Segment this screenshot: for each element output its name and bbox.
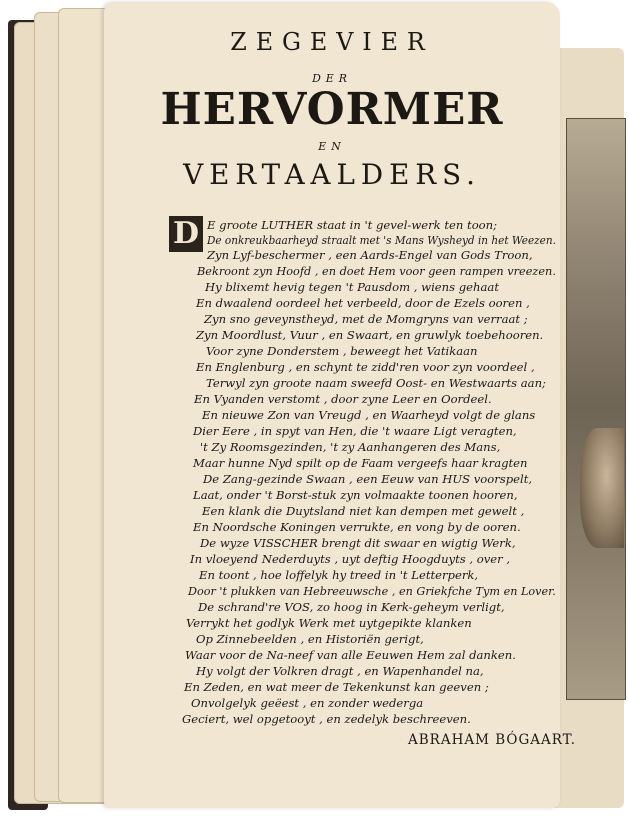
poem-line: Terwyl zyn groote naam sweefd Oost- en Westwaarts aan;: [206, 376, 546, 390]
poem-line: Waar voor de Na-neef van alle Eeuwen Hem zal danken.: [185, 648, 516, 662]
poem-line: Maar hunne Nyd spilt op de Faam vergeefs haar kragten: [193, 456, 528, 470]
poem-line: En dwaalend oordeel het verbeeld, door de Ezels ooren ,: [196, 296, 530, 310]
poem-line: Op Zinnebeelden , en Historiën gerigt,: [196, 632, 424, 646]
poem-line: Dier Eere , in spyt van Hen, die 't waare Ligt veragten,: [193, 424, 517, 438]
poem-line: Zyn Moordlust, Vuur , en Swaart, en gruwlyk toebehooren.: [196, 328, 544, 342]
title-zegevier: ZEGEVIER: [230, 28, 434, 56]
poem-line: De onkreukbaarheyd straalt met 's Mans Wysheyd in het Weezen.: [207, 233, 556, 247]
poem-line: En Noordsche Koningen verrukte, en vong by de ooren.: [193, 520, 521, 534]
engraving-portrait: [580, 428, 624, 548]
poem-line: E groote LUTHER staat in 't gevel-werk ten toon;: [207, 218, 498, 232]
poem-line: Laat, onder 't Borst-stuk zyn volmaakte toonen hooren,: [193, 488, 518, 502]
poem-line: 't Zy Roomsgezinden, 't zy Aanhangeren des Mans,: [200, 440, 501, 454]
poem-line: De schrand're VOS, zo hoog in Kerk-geheym verligt,: [198, 600, 505, 614]
title-der: DER: [312, 72, 352, 85]
poem-line: Voor zyne Donderstem , beweegt het Vatikaan: [206, 344, 478, 358]
poem-line: Hy blixemt hevig tegen 't Pausdom , wiens gehaat: [205, 280, 499, 294]
poem-line: Bekroont zyn Hoofd , en doet Hem voor geen rampen vreezen.: [197, 264, 556, 278]
title-vertaalders: VERTAALDERS.: [183, 158, 481, 191]
poem-line: En nieuwe Zon van Vreugd , en Waarheyd volgt de glans: [202, 408, 536, 422]
poem-line: En Englenburg , en schynt te zidd'ren voor zyn voordeel ,: [196, 360, 535, 374]
engraving-plate: [566, 118, 626, 700]
poem-line: En Zeden, en wat meer de Tekenkunst kan geeven ;: [184, 680, 489, 694]
poem-line: Verrykt het godlyk Werk met uytgepikte klanken: [186, 616, 472, 630]
poem-line: En toont , hoe loffelyk hy treed in 't Letterperk,: [199, 568, 479, 582]
author-signature: ABRAHAM BÓGAART.: [408, 732, 576, 748]
poem-line: Door 't plukken van Hebreeuwsche , en Griekfche Tym en Lover.: [188, 584, 556, 598]
poem-line: Een klank die Duytsland niet kan dempen met gewelt ,: [202, 504, 525, 518]
poem-line: In vloeyend Nederduyts , uyt deftig Hoogduyts , over ,: [190, 552, 511, 566]
poem-line: Geciert, wel opgetooyt , en zedelyk beschreeven.: [182, 712, 471, 726]
poem-line: Zyn Lyf-beschermer , een Aards-Engel van Gods Troon,: [207, 248, 533, 262]
decorated-initial: D: [169, 216, 203, 252]
title-en: EN: [318, 140, 346, 153]
poem-line: Hy volgt der Volkren dragt , en Wapenhandel na,: [196, 664, 484, 678]
poem-line: De Zang-gezinde Swaan , een Eeuw van HUS voorspelt,: [203, 472, 533, 486]
poem-line: De wyze VISSCHER brengt dit swaar en wigtig Werk,: [200, 536, 516, 550]
poem-line: En Vyanden verstomt , door zyne Leer en Oordeel.: [194, 392, 492, 406]
title-hervormer: HERVORMER: [160, 84, 504, 135]
poem-line: Zyn sno geveynstheyd, met de Momgryns van verraat ;: [204, 312, 528, 326]
poem-line: Onvolgelyk geëest , en zonder wederga: [191, 696, 424, 710]
